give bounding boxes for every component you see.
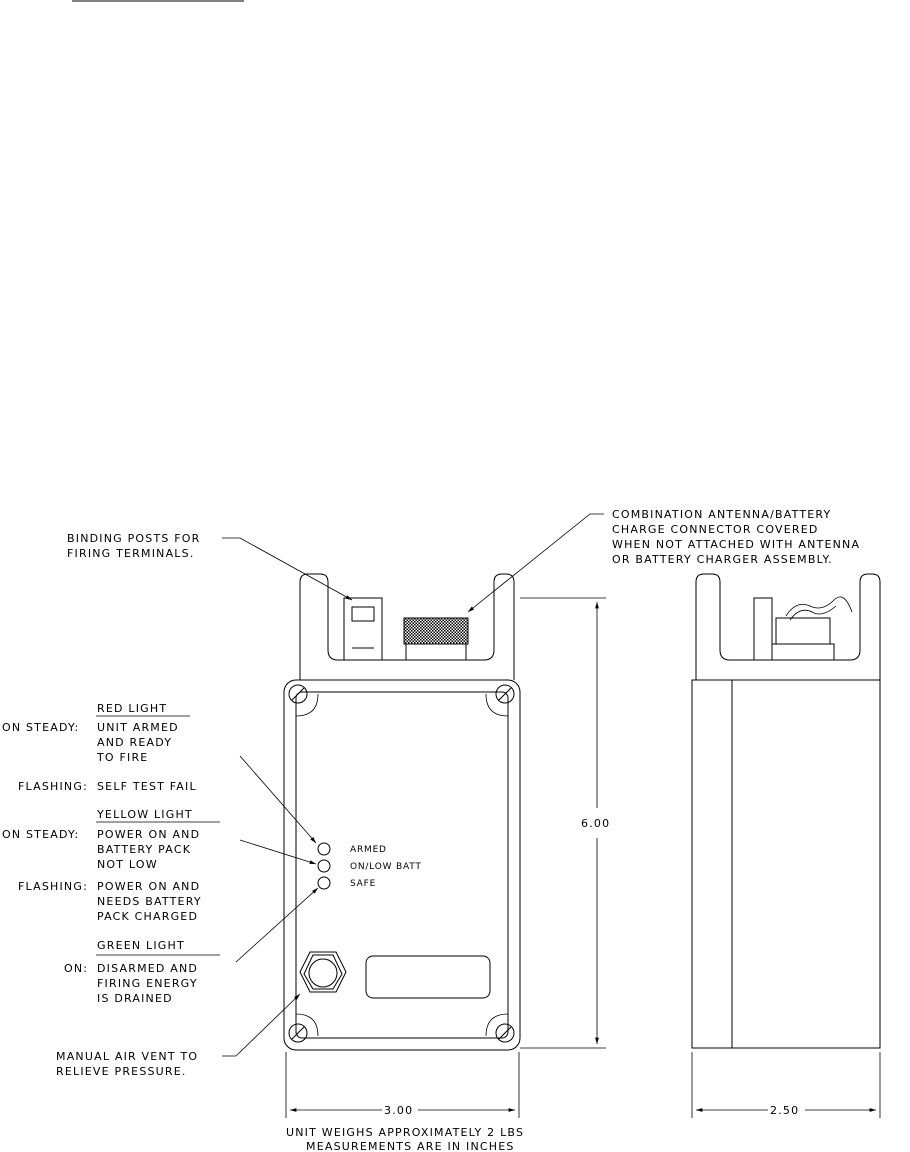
armed-lamp (318, 843, 330, 855)
safe-label: SAFE (350, 879, 377, 889)
red-light-legend (2, 702, 197, 793)
units-note: MEASUREMENTS ARE IN INCHES (306, 1140, 515, 1152)
on-low-batt-lamp (318, 860, 330, 872)
green-on-text: DISARMED AND FIRING ENERGY IS DRAINED (97, 962, 199, 1005)
yellow-flashing-label: FLASHING: (18, 880, 88, 893)
red-flashing-label: FLASHING: (18, 780, 88, 793)
red-light-heading: RED LIGHT (97, 702, 168, 715)
green-light-heading: GREEN LIGHT (97, 939, 185, 952)
yellow-flashing-text: POWER ON AND NEEDS BATTERY PACK CHARGED (97, 880, 202, 923)
armed-label: ARMED (350, 845, 387, 855)
front-width-dim-label: 3.00 (384, 1104, 414, 1117)
side-width-dim-label: 2.50 (770, 1104, 800, 1117)
yellow-steady-text: POWER ON AND BATTERY PACK NOT LOW (97, 828, 201, 871)
binding-posts-callout: BINDING POSTS FOR FIRING TERMINALS. (67, 532, 201, 560)
antenna-connector-callout: COMBINATION ANTENNA/BATTERY CHARGE CONNECTOR COVERED WHEN NOT ATTACHED WITH ANTENNA OR BATTERY CHARGER ASSEMBLY. (612, 508, 861, 566)
air-vent (300, 952, 346, 992)
front-view (284, 574, 520, 1050)
green-on-label: ON: (64, 962, 89, 975)
height-dimension (520, 598, 610, 1048)
green-light-legend (64, 939, 220, 1005)
on-low-batt-label: ON/LOW BATT (350, 862, 422, 872)
air-vent-callout: MANUAL AIR VENT TO RELIEVE PRESSURE. (56, 1050, 199, 1078)
red-steady-label: ON STEADY: (2, 721, 80, 734)
label-plate (366, 956, 490, 998)
red-flashing-text: SELF TEST FAIL (97, 780, 197, 793)
red-steady-text: UNIT ARMED AND READY TO FIRE (97, 721, 179, 764)
antenna-connector (404, 618, 468, 644)
yellow-steady-label: ON STEADY: (2, 828, 80, 841)
front-width-dimension (286, 1052, 519, 1118)
safe-lamp (318, 877, 330, 889)
height-dim-label: 6.00 (581, 817, 611, 830)
side-housing (692, 680, 880, 1048)
side-view (692, 574, 880, 1048)
yellow-light-heading: YELLOW LIGHT (97, 808, 193, 821)
weight-note: UNIT WEIGHS APPROXIMATELY 2 LBS (286, 1126, 525, 1139)
side-width-dimension (692, 1052, 880, 1118)
yellow-light-legend (2, 808, 220, 923)
leader-lines (222, 514, 604, 1056)
